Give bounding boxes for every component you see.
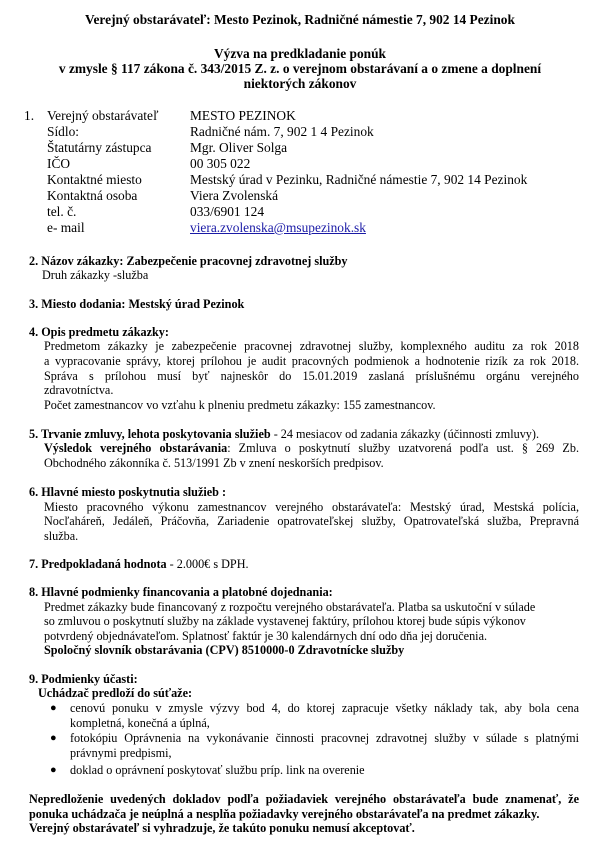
footer-line: Nepredloženie uvedených dokladov podľa požiadaviek verejného obstarávateľa bude znamenať, že xyxy=(29,792,579,806)
section4-line: Správa s prílohou musí byť najneskôr do 15.01.2019 zaslaná príslušnému orgánu verejného xyxy=(44,369,579,383)
section8-line: Predmet zákazky bude financovaný z rozpočtu verejného obstarávateľa. Platba sa uskutoční v súlade xyxy=(44,600,536,614)
section5-line1 xyxy=(29,427,539,442)
section5-result-label: Výsledok verejného obstarávania xyxy=(44,441,228,455)
document-title-line3: niektorých zákonov xyxy=(243,76,357,91)
bullet-item: fotokópiu Oprávnenia na vykonávanie činnosti pracovnej zdravotnej služby v súlade s platnými xyxy=(70,731,579,745)
section1-value: Viera Zvolenská xyxy=(190,188,279,203)
document-title-line2: v zmysle § 117 zákona č. 343/2015 Z. z. o verejnom obstarávaní a o zmene a doplnení xyxy=(58,61,542,76)
section1-label: e- mail xyxy=(47,220,85,235)
section1-number: 1. xyxy=(24,108,35,123)
section9-subheading: Uchádzač predloží do súťaže: xyxy=(38,686,193,700)
section1-label: Kontaktná osoba xyxy=(47,188,138,203)
section7-value: - 2.000€ s DPH. xyxy=(166,557,249,571)
section1-value: 033/6901 124 xyxy=(190,204,265,219)
section1-value: Radničné nám. 7, 902 1 4 Pezinok xyxy=(190,124,374,139)
section1-label: Sídlo: xyxy=(47,124,79,139)
section7-heading: 7. Predpokladaná hodnota xyxy=(29,557,167,571)
section6-line: služba. xyxy=(44,529,79,543)
bullet-item: právnymi predpismi, xyxy=(70,746,172,760)
section8-line: so zmluvou o poskytnutí služby na základe vystavenej faktúry, prílohou ktorej bude súpis výkonov xyxy=(44,614,526,628)
section2-heading: 2. Názov zákazky: Zabezpečenie pracovnej zdravotnej služby xyxy=(29,254,348,268)
section4-line: Počet zamestnancov vo vzťahu k plneniu predmetu zákazky: 155 zamestnancov. xyxy=(44,398,436,412)
section4-line: Predmetom zákazky je zabezpečenie pracovnej zdravotnej služby, komplexného auditu za rok 2018 xyxy=(44,339,579,353)
section1-label: IČO xyxy=(47,156,71,171)
section1-value: 00 305 022 xyxy=(190,156,251,171)
bullet-icon: ● xyxy=(50,702,57,714)
section6-line: Nocľaháreň, Jedáleň, Práčovňa, Zariadenie opatrovateľskej služby, Opatrovateľská služba, Prepravná xyxy=(44,514,579,528)
section9-heading: 9. Podmienky účasti: xyxy=(29,672,138,686)
bullet-icon: ● xyxy=(50,764,57,776)
section1-label: Verejný obstarávateľ xyxy=(47,108,159,123)
contracting-authority-header: Verejný obstarávateľ: Mesto Pezinok, Radničné námestie 7, 902 14 Pezinok xyxy=(85,12,515,27)
section1-value: Mgr. Oliver Solga xyxy=(190,140,288,155)
section1-value: MESTO PEZINOK xyxy=(190,108,296,123)
section6-heading: 6. Hlavné miesto poskytnutia služieb : xyxy=(29,485,227,499)
bullet-item: kompletná, konečná a úplná, xyxy=(70,716,210,730)
section5-duration: - 24 mesiacov od zadania zákazky (účinnosti zmluvy). xyxy=(270,427,540,441)
section4-line: zdravotníctva. xyxy=(44,383,114,397)
email-link[interactable]: viera.zvolenska@msupezinok.sk xyxy=(190,220,366,235)
section8-cpv: Spoločný slovník obstarávania (CPV) 8510000-0 Zdravotnícke služby xyxy=(44,643,405,657)
section1-value: Mestský úrad v Pezinku, Radničné námestie 7, 902 14 Pezinok xyxy=(190,172,528,187)
footer-line: ponuka uchádzača je neúplná a nesplňa požiadavky verejného obstarávateľa na predmet zákazky. xyxy=(29,807,540,821)
section4-heading: 4. Opis predmetu zákazky: xyxy=(29,325,169,339)
section3-heading: 3. Miesto dodania: Mestský úrad Pezinok xyxy=(29,297,245,311)
section8-heading: 8. Hlavné podmienky financovania a platobné dojednania: xyxy=(29,585,333,599)
section7-line xyxy=(29,557,249,572)
bullet-item: doklad o oprávnení poskytovať službu príp. link na overenie xyxy=(70,763,365,777)
bullet-item: cenovú ponuku v zmysle výzvy bod 4, do ktorej zapracuje všetky náklady tak, aby bola cena xyxy=(70,701,579,715)
section2-subtext: Druh zákazky -služba xyxy=(42,268,149,282)
section5-heading: 5. Trvanie zmluvy, lehota poskytovania služieb xyxy=(29,427,271,441)
section1-label: Štatutárny zástupca xyxy=(47,140,152,155)
section5-line2 xyxy=(44,441,579,456)
document-title-line1: Výzva na predkladanie ponúk xyxy=(213,46,387,61)
footer-line: Verejný obstarávateľ si vyhradzuje, že takúto ponuku nemusí akceptovať. xyxy=(29,821,415,835)
section8-line: potvrdený objednávateľom. Splatnosť faktúr je 30 kalendárnych dní odo dňa jej doručenia. xyxy=(44,629,488,643)
section5-line3: Obchodného zákonníka č. 513/1991 Zb v znení neskorších predpisov. xyxy=(44,456,384,470)
section5-result-text: : Zmluva o poskytnutí služby uzatvorená podľa ust. § 269 Zb. xyxy=(227,441,579,455)
section6-line: Miesto pracovného výkonu zamestnancov verejného obstarávateľa: Mestský úrad, Mestská polícia, xyxy=(44,500,579,514)
section1-label: Kontaktné miesto xyxy=(47,172,142,187)
section1-label: tel. č. xyxy=(47,204,77,219)
bullet-icon: ● xyxy=(50,732,57,744)
section4-line: a vypracovanie správy, ktorej prílohou je audit pracovných podmienok a hodnotenie rizík za rok 2018. xyxy=(44,354,579,368)
